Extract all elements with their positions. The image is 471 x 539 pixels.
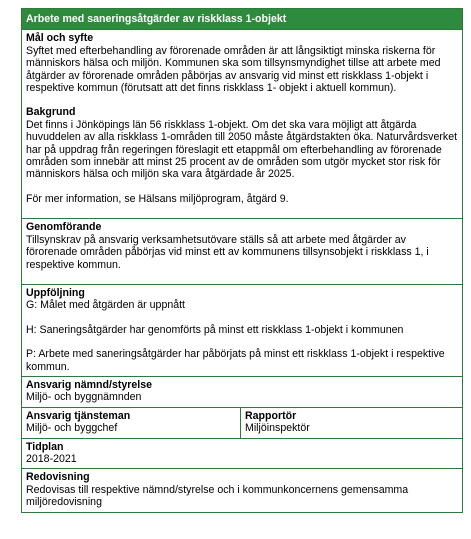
reporting-section — [22, 469, 463, 512]
responsible-official-label: Ansvarig tjänsteman — [26, 409, 131, 422]
table-header — [22, 9, 463, 30]
header-title: Arbete med saneringsåtgärder av riskklass 1-objekt — [26, 13, 287, 25]
action-table — [21, 8, 463, 513]
followup-p: P: Arbete med saneringsåtgärder har påbörjats på minst ett riskklass 1-objekt i respektive kommun. — [26, 348, 445, 373]
followup-g: G: Målet med åtgärden är uppnått — [26, 299, 185, 312]
responsible-board-section — [22, 376, 463, 407]
reporting-label: Redovisning — [26, 471, 90, 484]
action-sheet — [21, 8, 462, 513]
timeline-value: 2018-2021 — [26, 452, 77, 465]
timeline-label: Tidplan — [26, 440, 64, 453]
reporter-value: Miljöinspektör — [245, 422, 310, 435]
timeline-section — [22, 438, 463, 469]
reporting-value: Redovisas till respektive nämnd/styrelse och i kommunkoncernens gemensamma miljöredovisning — [26, 483, 409, 509]
more-info-text: För mer information, se Hälsans miljöprogram, åtgärd 9. — [26, 192, 289, 205]
followup-section — [22, 284, 463, 376]
responsible-board-value: Miljö- och byggnämnden — [26, 391, 142, 404]
background-text: Det finns i Jönköpings län 56 riskklass 1-objekt. Om det ska vara möjligt att åtgärda huvuddelen av alla riskklass 1-områden till 2050 måste åtgärdstakten öka. Naturvårdsverket har på uppdrag från regeringen föreslagit ett etappmål om efterbehandling av förorenade områden som innebär att minst 25 procent av de områden som utgör mycket stor risk för människors hälsa och miljön ska vara åtgärdade år 2025. — [26, 118, 458, 181]
implementation-label: Genomförande — [26, 221, 102, 234]
goal-label: Mål och syfte — [26, 32, 94, 45]
implementation-section — [22, 219, 463, 285]
implementation-text: Tillsynskrav på ansvarig verksamhetsutövare ställs så att arbete med åtgärder av förorenade områden påbörjas vid minst ett av kommunens tillsynsobjekt i riskklass 1, i respektive kommun. — [26, 233, 429, 271]
goal-section — [22, 30, 463, 219]
reporter-label: Rapportör — [245, 409, 297, 422]
reporter-section — [241, 407, 463, 438]
responsible-board-label: Ansvarig nämnd/styrelse — [26, 378, 152, 391]
goal-text: Syftet med efterbehandling av förorenade områden är att långsiktigt minska riskerna för människors hälsa och miljön. Kommunen ska som tillsynsmyndighet tillse att arbete med åtgärder av förorenade områden påbörjas av ansvarig vid minst ett riskklass 1-objekt i respektive kommun (förutsatt att det finns riskklass 1- objekt i aktuell kommun). — [26, 44, 441, 95]
followup-h: H: Saneringsåtgärder har genomförts på minst ett riskklass 1-objekt i kommunen — [26, 323, 404, 336]
background-label: Bakgrund — [26, 106, 76, 119]
responsible-official-section — [22, 407, 241, 438]
responsible-official-value: Miljö- och byggchef — [26, 422, 118, 435]
followup-label: Uppföljning — [26, 286, 85, 299]
